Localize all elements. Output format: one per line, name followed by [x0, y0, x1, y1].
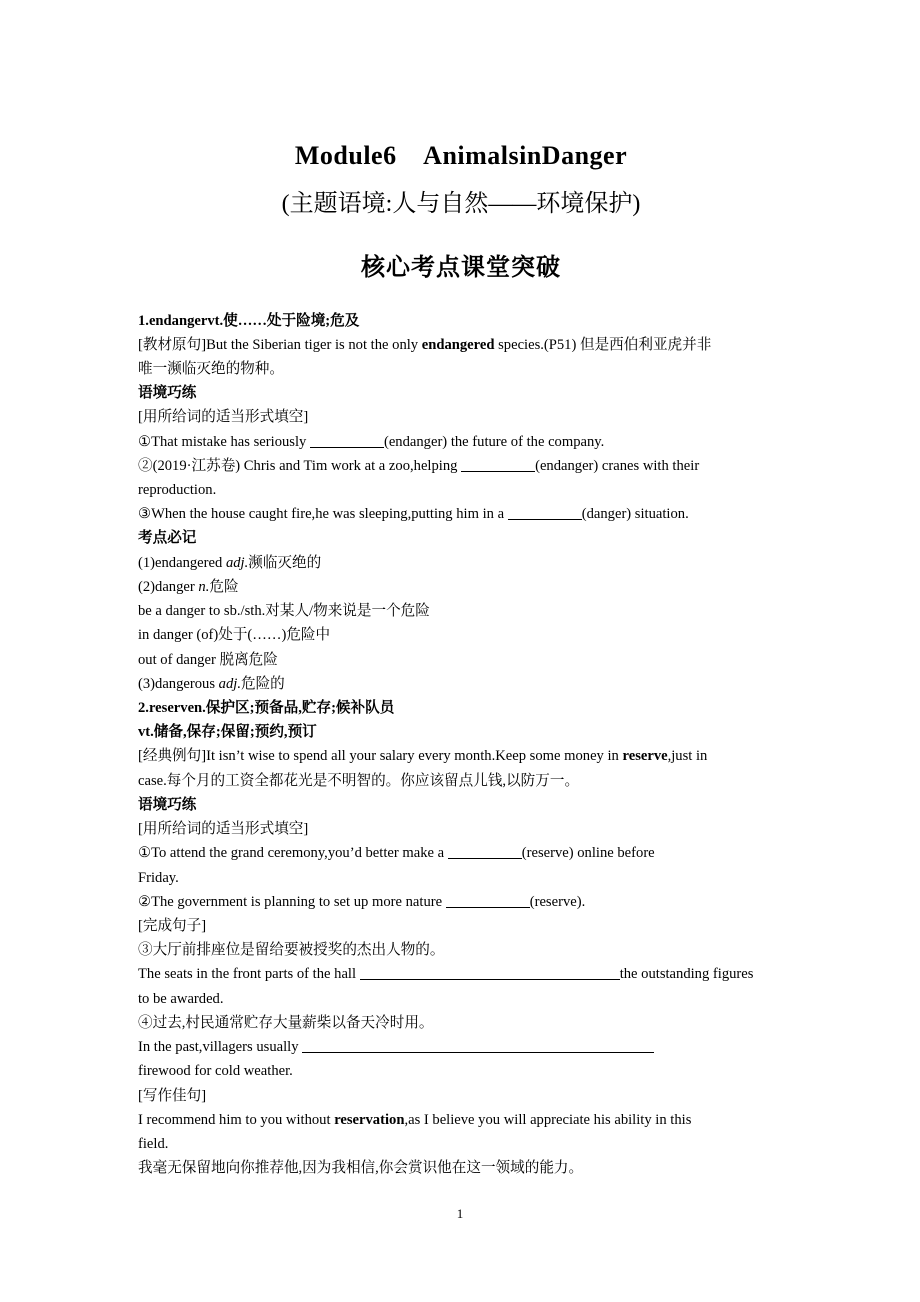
- sentence-answer-row: [138, 1035, 784, 1059]
- note-word: dangerous: [155, 675, 219, 692]
- fill-blank-input[interactable]: [302, 1038, 654, 1053]
- source-label: [经典例句]: [138, 748, 207, 765]
- section-title: 核心考点课堂突破: [361, 254, 561, 281]
- entry-source-endanger-wrap: 唯一濒临灭绝的物种。: [138, 360, 284, 377]
- fill-blank-input[interactable]: [446, 893, 530, 908]
- sentence-text-pre: In the past,villagers usually: [138, 1039, 303, 1056]
- fill-blank-input[interactable]: [310, 433, 384, 448]
- sentence-prompt-cn: ③大厅前排座位是留给要被授奖的杰出人物的。: [138, 942, 445, 959]
- fill-blank-input[interactable]: [508, 505, 582, 520]
- note-pos: adj.: [218, 675, 241, 692]
- source-text-pre: But the Siberian tiger is not the only: [206, 336, 422, 353]
- sentence-answer-wrap: to be awarded.: [138, 990, 224, 1007]
- exercise-item: [138, 841, 784, 865]
- exercise-item: [138, 502, 784, 526]
- entry-endanger: [138, 309, 784, 697]
- exercise-text-pre: ②(2019·江苏卷) Chris and Tim work at a zoo,helping: [138, 457, 462, 474]
- note-word: be a danger to sb./sth.: [138, 603, 266, 620]
- sentence-answer-wrap: firewood for cold weather.: [138, 1063, 293, 1080]
- writing-keyword: reservation: [334, 1111, 405, 1128]
- writing-sentence-cn: 我毫无保留地向你推荐他,因为我相信,你会赏识他在这一领域的能力。: [138, 1160, 584, 1177]
- note-pos: n.: [198, 578, 210, 595]
- entry-heading-endanger: 1.endangervt.使……处于险境;危及: [138, 312, 360, 329]
- source-text-post: ,just in: [667, 748, 708, 765]
- notes-label-endanger: 考点必记: [138, 530, 197, 547]
- exercise-text-post: (reserve).: [529, 893, 586, 910]
- note-number: (3): [138, 675, 156, 692]
- sentence-text-post: the outstanding figures: [619, 966, 754, 983]
- exercise-item: [138, 430, 784, 454]
- source-label: [教材原句]: [138, 336, 207, 353]
- page-title: Module6 AnimalsinDanger: [294, 141, 628, 170]
- fill-blank-input[interactable]: [461, 457, 535, 472]
- exercise-item: [138, 890, 784, 914]
- sentence-answer-row: [138, 962, 784, 986]
- note-meaning: 对某人/物来说是一个危险: [265, 603, 430, 620]
- fill-blank-input[interactable]: [448, 844, 522, 859]
- exercise-text-post: (endanger) the future of the company.: [383, 433, 605, 450]
- page-content: [138, 0, 784, 1180]
- note-word: danger: [155, 578, 199, 595]
- note-meaning: 处于(……)危险中: [218, 627, 331, 644]
- sentence-text-pre: The seats in the front parts of the hall: [138, 966, 360, 983]
- writing-text-post: ,as I believe you will appreciate his ability in this: [404, 1111, 692, 1128]
- practice-label-reserve: 语境巧练: [138, 796, 197, 813]
- source-text-post: species.(P51) 但是西伯利亚虎并非: [494, 336, 712, 353]
- note-item: [138, 648, 784, 672]
- entry-heading-reserve-verb: vt.储备,保存;保留;预约,预订: [138, 724, 317, 741]
- exercise-text-post: (reserve) online before: [521, 845, 655, 862]
- note-number: (2): [138, 578, 156, 595]
- entry-source-endanger: [138, 333, 784, 357]
- note-item: [138, 599, 784, 623]
- instruction-reserve: [用所给词的适当形式填空]: [138, 821, 309, 838]
- writing-sentence-en: [138, 1108, 784, 1132]
- exercise-text-post: (endanger) cranes with their: [535, 457, 700, 474]
- writing-sentence-en-wrap: field.: [138, 1135, 169, 1152]
- page-subtitle: (主题语境:人与自然——环境保护): [281, 190, 641, 217]
- sentence-label-reserve: [完成句子]: [138, 917, 207, 934]
- page-number: 1: [456, 1206, 464, 1221]
- fill-blank-input[interactable]: [360, 966, 620, 981]
- practice-label-endanger: 语境巧练: [138, 385, 197, 402]
- exercise-text-pre: ③When the house caught fire,he was sleeping,putting him in a: [138, 506, 508, 523]
- exercise-item: [138, 454, 784, 478]
- entry-heading-reserve-noun: 2.reserven.保护区;预备品,贮存;候补队员: [138, 700, 395, 716]
- source-keyword: reserve: [622, 748, 668, 765]
- note-number: (1): [138, 554, 156, 571]
- exercise-text-pre: ①That mistake has seriously: [138, 433, 310, 450]
- entry-reserve: [138, 696, 784, 1180]
- note-word: in danger (of): [138, 627, 219, 644]
- note-pos: adj.: [225, 554, 249, 571]
- exercise-text-pre: ①To attend the grand ceremony,you’d better make a: [138, 845, 448, 862]
- note-word: endangered: [155, 554, 226, 571]
- sentence-prompt-cn: ④过去,村民通常贮存大量薪柴以备天冷时用。: [138, 1014, 434, 1031]
- note-item: [138, 672, 784, 696]
- source-keyword: endangered: [421, 336, 495, 353]
- source-text-pre: It isn’t wise to spend all your salary every month.Keep some money in: [206, 748, 623, 765]
- note-meaning: 危险的: [240, 675, 285, 692]
- exercise-text-pre: ②The government is planning to set up more nature: [138, 893, 446, 910]
- note-item: [138, 623, 784, 647]
- exercise-text-post: (danger) situation.: [581, 506, 689, 523]
- note-meaning: 脱离危险: [219, 651, 278, 668]
- note-item: [138, 575, 784, 599]
- exercise-item-wrap: reproduction.: [138, 482, 217, 499]
- writing-label: [写作佳句]: [138, 1087, 207, 1104]
- entry-source-reserve: [138, 744, 784, 768]
- note-meaning: 危险: [209, 578, 239, 595]
- writing-text-pre: I recommend him to you without: [138, 1111, 335, 1128]
- instruction-endanger: [用所给词的适当形式填空]: [138, 409, 309, 426]
- entry-source-reserve-wrap: case.每个月的工资全都花光是不明智的。你应该留点儿钱,以防万一。: [138, 772, 580, 789]
- note-meaning: 濒临灭绝的: [248, 554, 322, 571]
- note-word: out of danger: [138, 651, 220, 668]
- exercise-item-wrap: Friday.: [138, 869, 179, 886]
- note-item: [138, 551, 784, 575]
